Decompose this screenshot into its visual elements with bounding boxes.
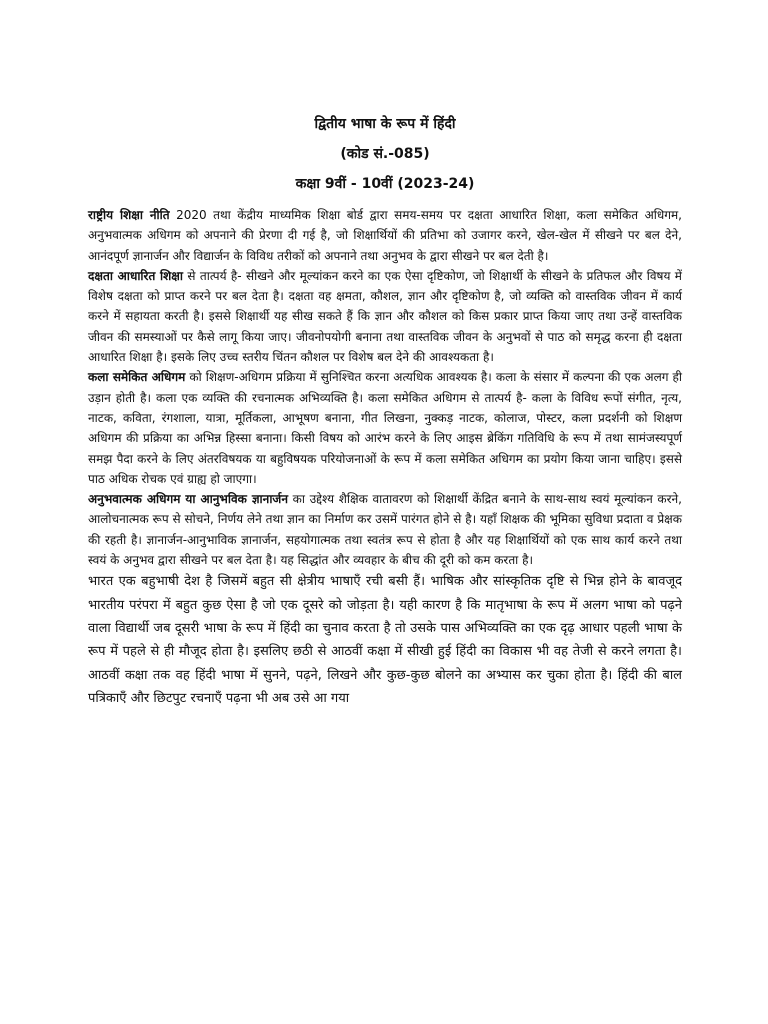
paragraph-text: का उद्देश्य शैक्षिक वातावरण को शिक्षार्थी केंद्रित बनाने के साथ-साथ स्वयं मूल्यांकन करने, आलोचनात्मक रूप से सोचने, निर्णय लेने तथा ज्ञान का निर्माण कर उसमें पारंगत होने से है। यहाँ शिक्षक की भूमिका सुविधा प्रदाता व प्रेक्षक की रहती है। ज्ञानार्जन-आनुभाविक ज्ञानार्जन, सहयोगात्मक तथा स्वतंत्र रूप से होता है और यह शिक्षार्थियों को एक साथ कार्य करने तथा स्वयं के अनुभव द्वारा सीखने पर बल देता है। यह सिद्धांत और व्यवहार के बीच की दूरी को कम करता है। [88,492,682,568]
paragraph-education-policy [88,205,682,266]
class-year-line: कक्षा 9वीं - 10वीं (2023-24) [295,176,475,192]
paragraph-text: से तात्पर्य है- सीखने और मूल्यांकन करने का एक ऐसा दृष्टिकोण, जो शिक्षार्थी के सीखने के प्रतिफल और विषय में विशेष दक्षता को प्राप्त करने पर बल देता है। दक्षता वह क्षमता, कौशल, ज्ञान और दृष्टिकोण है, जो व्यक्ति को वास्तविक जीवन में कार्य करने में सहायता करती है। इससे शिक्षार्थी यह सीख सकते हैं कि ज्ञान और कौशल को किस प्रकार प्राप्त किया जाए तथा उन्हें वास्तविक जीवन की समस्याओं पर कैसे लागू किया जाए। जीवनोपयोगी बनाना तथा वास्तविक जीवन के अनुभवों से पाठ को समृद्ध करना ही दक्षता आधारित शिक्षा है। इसके लिए उच्च स्तरीय चिंतन कौशल पर विशेष बल देने की आवश्यकता है। [88,268,682,365]
paragraph-competency-based [88,266,682,367]
paragraph-experiential [88,489,682,570]
document-title: द्वितीय भाषा के रूप में हिंदी [314,116,456,132]
subject-code: (कोड सं.-085) [340,146,430,162]
paragraph-lead: दक्षता आधारित शिक्षा [88,268,184,283]
paragraph-lead: राष्ट्रीय शिक्षा नीति [88,208,170,222]
paragraph-text: भारत एक बहुभाषी देश है जिसमें बहुत सी क्षेत्रीय भाषाएँ रची बसी हैं। भाषिक और सांस्कृतिक दृष्टि से भिन्न होने के बावजूद भारतीय परंपरा में बहुत कुछ ऐसा है जो एक दूसरे को जोड़ता है। यही कारण है कि मातृभाषा के रूप में अलग भाषा को पढ़ने वाला विद्यार्थी जब दूसरी भाषा के रूप में हिंदी का चुनाव करता है तो उसके पास अभिव्यक्ति का एक दृढ़ आधार पहली भाषा के रूप में पहले से ही मौजूद होता है। इसलिए छठी से आठवीं कक्षा में सीखी हुई हिंदी का विकास भी वह तेजी से करने लगता है। आठवीं कक्षा तक वह हिंदी भाषा में सुनने, पढ़ने, लिखने और कुछ-कुछ बोलने का अभ्यास कर चुका होता है। हिंदी की बाल पत्रिकाएँ और छिटपुट रचनाएँ पढ़ना भी अब उसे आ गया [88,574,682,706]
paragraph-art-integrated [88,367,682,489]
paragraph-lead: अनुभवात्मक अधिगम या आनुभविक ज्ञानार्जन [88,492,288,507]
paragraph-text: को शिक्षण-अधिगम प्रक्रिया में सुनिश्चित करना अत्यधिक आवश्यक है। कला के संसार में कल्पना की एक अलग ही उड़ान होती है। कला एक व्यक्ति की रचनात्मक अभिव्यक्ति है। कला समेकित अधिगम से तात्पर्य है- कला के विविध रूपों संगीत, नृत्य, नाटक, कविता, रंगशाला, यात्रा, मूर्तिकला, आभूषण बनाना, गीत लिखना, नुक्कड़ नाटक, कोलाज, पोस्टर, कला प्रदर्शनी को शिक्षण अधिगम की प्रक्रिया का अभिन्न हिस्सा बनाना। किसी विषय को आरंभ करने के लिए आइस ब्रेकिंग गतिविधि के रूप में तथा सामंजस्यपूर्ण समझ पैदा करने के लिए अंतरविषयक या बहुविषयक परियोजनाओं के रूप में कला समेकित अधिगम का प्रयोग किया जाना चाहिए। इससे पाठ अधिक रोचक एवं ग्राह्य हो जाएगा। [88,370,682,486]
paragraph-multilingual [88,570,682,710]
paragraph-lead: कला समेकित अधिगम [88,370,186,385]
paragraph-text: 2020 तथा केंद्रीय माध्यमिक शिक्षा बोर्ड द्वारा समय-समय पर दक्षता आधारित शिक्षा, कला समेकित अधिगम, अनुभवात्मक अधिगम को अपनाने की प्रेरणा दी गई है, जो शिक्षार्थियों की प्रतिभा को उजागर करने, खेल-खेल में सीखने पर बल देने, आनंदपूर्ण ज्ञानार्जन और विद्यार्जन के विविध तरीकों को अपनाने तथा अनुभव के द्वारा सीखने पर बल देती है। [88,208,682,263]
